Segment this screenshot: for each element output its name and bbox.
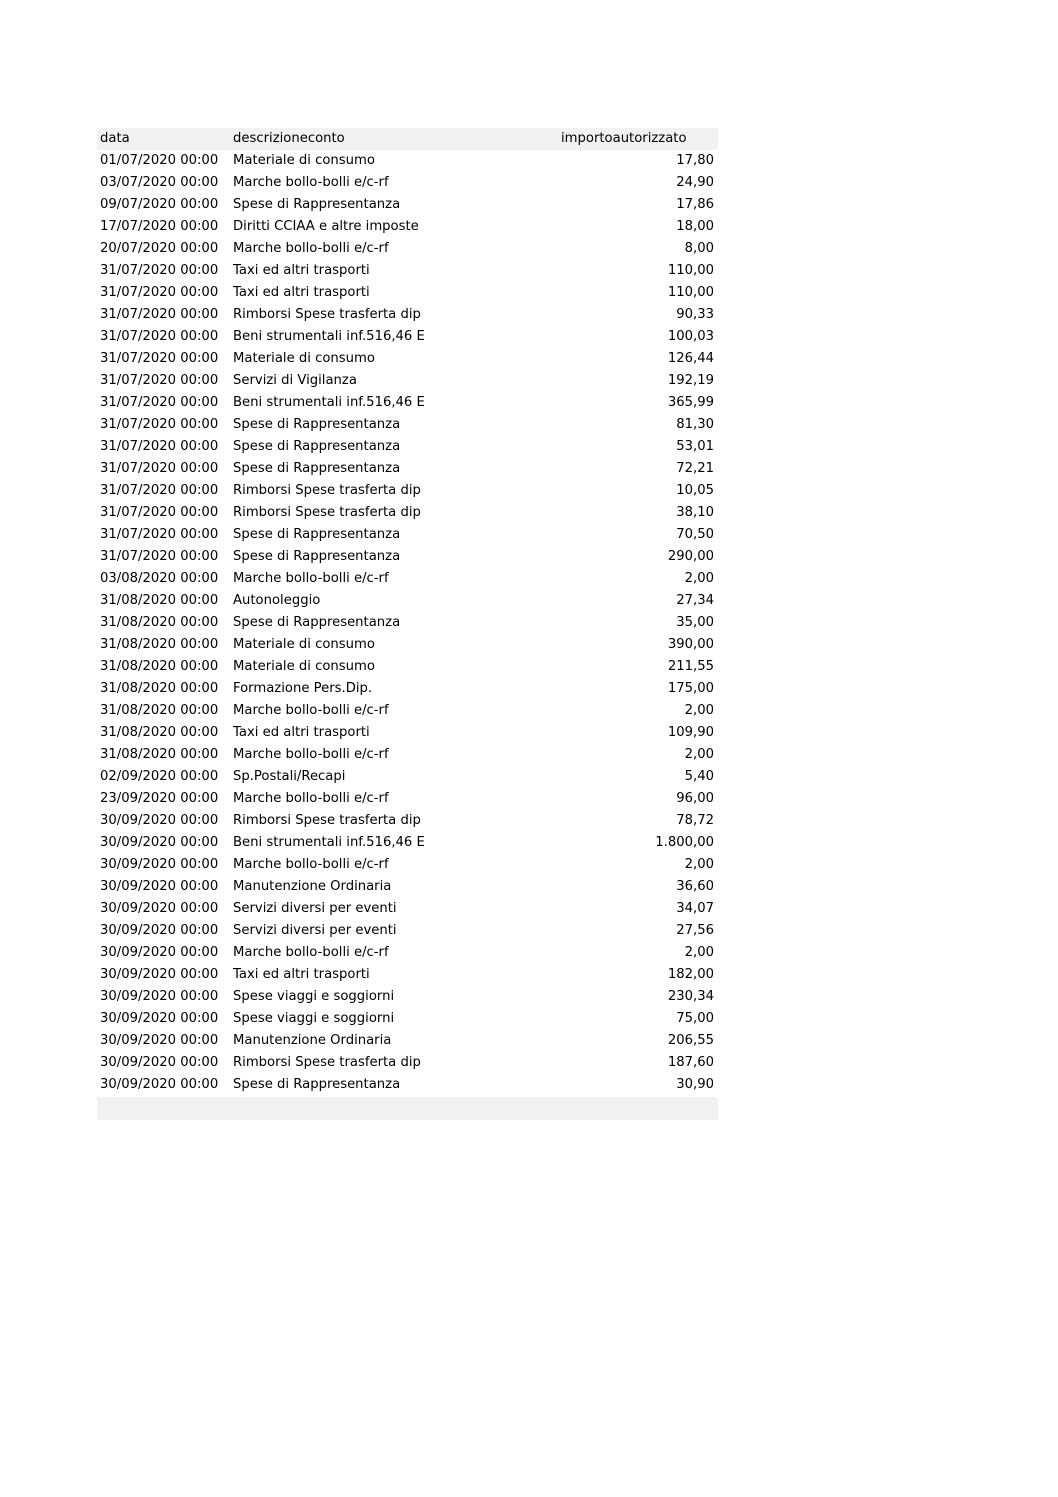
cell-amount: 211,55 xyxy=(667,659,714,674)
cell-amount: 230,34 xyxy=(667,989,714,1004)
table-row xyxy=(97,348,718,370)
table-row xyxy=(97,326,718,348)
table-row xyxy=(97,238,718,260)
cell-description: Marche bollo-bolli e/c-rf xyxy=(233,857,389,872)
table-row xyxy=(97,216,718,238)
cell-amount: 38,10 xyxy=(676,505,714,520)
cell-date: 31/07/2020 00:00 xyxy=(100,527,219,542)
cell-amount: 110,00 xyxy=(667,285,714,300)
cell-description: Beni strumentali inf.516,46 E xyxy=(233,835,425,850)
cell-date: 31/07/2020 00:00 xyxy=(100,483,219,498)
table-row xyxy=(97,590,718,612)
cell-date: 20/07/2020 00:00 xyxy=(100,241,219,256)
cell-amount: 24,90 xyxy=(676,175,714,190)
cell-date: 30/09/2020 00:00 xyxy=(100,1077,219,1092)
cell-amount: 75,00 xyxy=(676,1011,714,1026)
table-row xyxy=(97,1074,718,1096)
cell-amount: 126,44 xyxy=(667,351,714,366)
cell-description: Taxi ed altri trasporti xyxy=(233,967,370,982)
cell-description: Beni strumentali inf.516,46 E xyxy=(233,329,425,344)
column-header-description: descrizioneconto xyxy=(233,131,345,146)
cell-date: 30/09/2020 00:00 xyxy=(100,813,219,828)
cell-date: 30/09/2020 00:00 xyxy=(100,857,219,872)
cell-amount: 5,40 xyxy=(684,769,714,784)
table-row xyxy=(97,722,718,744)
cell-description: Taxi ed altri trasporti xyxy=(233,285,370,300)
cell-amount: 2,00 xyxy=(684,703,714,718)
cell-description: Spese di Rappresentanza xyxy=(233,439,401,454)
table-row xyxy=(97,942,718,964)
table-row xyxy=(97,524,718,546)
cell-date: 31/07/2020 00:00 xyxy=(100,549,219,564)
cell-description: Materiale di consumo xyxy=(233,153,375,168)
cell-description: Marche bollo-bolli e/c-rf xyxy=(233,703,389,718)
cell-amount: 53,01 xyxy=(676,439,714,454)
cell-description: Spese di Rappresentanza xyxy=(233,1077,401,1092)
cell-date: 31/08/2020 00:00 xyxy=(100,593,219,608)
cell-date: 31/07/2020 00:00 xyxy=(100,505,219,520)
cell-description: Diritti CCIAA e altre imposte xyxy=(233,219,419,234)
cell-date: 30/09/2020 00:00 xyxy=(100,989,219,1004)
table-row xyxy=(97,1008,718,1030)
cell-date: 30/09/2020 00:00 xyxy=(100,1011,219,1026)
cell-amount: 35,00 xyxy=(676,615,714,630)
cell-amount: 2,00 xyxy=(684,747,714,762)
table-row xyxy=(97,150,718,172)
table-row xyxy=(97,700,718,722)
cell-description: Servizi di Vigilanza xyxy=(233,373,357,388)
cell-amount: 10,05 xyxy=(676,483,714,498)
cell-description: Marche bollo-bolli e/c-rf xyxy=(233,175,389,190)
cell-description: Beni strumentali inf.516,46 E xyxy=(233,395,425,410)
cell-amount: 192,19 xyxy=(667,373,714,388)
table-row xyxy=(97,766,718,788)
cell-date: 31/07/2020 00:00 xyxy=(100,285,219,300)
cell-date: 30/09/2020 00:00 xyxy=(100,945,219,960)
cell-description: Formazione Pers.Dip. xyxy=(233,681,373,696)
cell-date: 31/08/2020 00:00 xyxy=(100,725,219,740)
cell-description: Spese di Rappresentanza xyxy=(233,197,401,212)
cell-description: Rimborsi Spese trasferta dip xyxy=(233,1055,421,1070)
cell-amount: 27,34 xyxy=(676,593,714,608)
cell-amount: 30,90 xyxy=(676,1077,714,1092)
table-row xyxy=(97,1052,718,1074)
cell-date: 31/07/2020 00:00 xyxy=(100,307,219,322)
table-row xyxy=(97,260,718,282)
cell-date: 31/08/2020 00:00 xyxy=(100,659,219,674)
cell-description: Marche bollo-bolli e/c-rf xyxy=(233,241,389,256)
cell-description: Materiale di consumo xyxy=(233,351,375,366)
cell-description: Spese di Rappresentanza xyxy=(233,615,401,630)
table-row xyxy=(97,480,718,502)
cell-description: Manutenzione Ordinaria xyxy=(233,879,392,894)
cell-description: Servizi diversi per eventi xyxy=(233,901,397,916)
cell-description: Spese di Rappresentanza xyxy=(233,461,401,476)
cell-amount: 390,00 xyxy=(667,637,714,652)
cell-amount: 78,72 xyxy=(676,813,714,828)
cell-amount: 2,00 xyxy=(684,857,714,872)
cell-description: Marche bollo-bolli e/c-rf xyxy=(233,791,389,806)
cell-date: 30/09/2020 00:00 xyxy=(100,879,219,894)
cell-description: Rimborsi Spese trasferta dip xyxy=(233,307,421,322)
cell-amount: 17,80 xyxy=(676,153,714,168)
cell-description: Servizi diversi per eventi xyxy=(233,923,397,938)
cell-date: 09/07/2020 00:00 xyxy=(100,197,219,212)
cell-amount: 81,30 xyxy=(676,417,714,432)
cell-date: 31/08/2020 00:00 xyxy=(100,615,219,630)
cell-amount: 100,03 xyxy=(667,329,714,344)
table-body xyxy=(97,150,718,1096)
table-row xyxy=(97,634,718,656)
cell-description: Spese di Rappresentanza xyxy=(233,417,401,432)
cell-amount: 72,21 xyxy=(676,461,714,476)
cell-amount: 70,50 xyxy=(676,527,714,542)
cell-date: 31/07/2020 00:00 xyxy=(100,263,219,278)
cell-amount: 110,00 xyxy=(667,263,714,278)
cell-date: 31/07/2020 00:00 xyxy=(100,439,219,454)
table-row xyxy=(97,678,718,700)
cell-description: Spese di Rappresentanza xyxy=(233,527,401,542)
cell-amount: 18,00 xyxy=(676,219,714,234)
cell-description: Rimborsi Spese trasferta dip xyxy=(233,483,421,498)
table-footer-band xyxy=(97,1097,718,1120)
cell-amount: 2,00 xyxy=(684,571,714,586)
cell-description: Sp.Postali/Recapi xyxy=(233,769,346,784)
column-header-date: data xyxy=(100,131,130,146)
cell-date: 31/07/2020 00:00 xyxy=(100,351,219,366)
cell-description: Marche bollo-bolli e/c-rf xyxy=(233,571,389,586)
cell-date: 30/09/2020 00:00 xyxy=(100,901,219,916)
cell-amount: 175,00 xyxy=(667,681,714,696)
cell-amount: 2,00 xyxy=(684,945,714,960)
cell-amount: 109,90 xyxy=(667,725,714,740)
cell-date: 03/08/2020 00:00 xyxy=(100,571,219,586)
table-row xyxy=(97,898,718,920)
cell-date: 31/08/2020 00:00 xyxy=(100,747,219,762)
cell-amount: 17,86 xyxy=(676,197,714,212)
cell-description: Rimborsi Spese trasferta dip xyxy=(233,813,421,828)
cell-description: Autonoleggio xyxy=(233,593,321,608)
table-row xyxy=(97,612,718,634)
cell-description: Marche bollo-bolli e/c-rf xyxy=(233,747,389,762)
cell-description: Taxi ed altri trasporti xyxy=(233,263,370,278)
table-row xyxy=(97,172,718,194)
cell-date: 30/09/2020 00:00 xyxy=(100,923,219,938)
cell-amount: 36,60 xyxy=(676,879,714,894)
cell-date: 30/09/2020 00:00 xyxy=(100,835,219,850)
table-row xyxy=(97,876,718,898)
table-header-row xyxy=(97,128,718,150)
cell-date: 01/07/2020 00:00 xyxy=(100,153,219,168)
expense-table xyxy=(97,128,718,1120)
cell-amount: 365,99 xyxy=(667,395,714,410)
cell-date: 31/07/2020 00:00 xyxy=(100,373,219,388)
cell-amount: 90,33 xyxy=(676,307,714,322)
table-row xyxy=(97,458,718,480)
cell-date: 30/09/2020 00:00 xyxy=(100,967,219,982)
cell-description: Materiale di consumo xyxy=(233,659,375,674)
cell-date: 31/07/2020 00:00 xyxy=(100,417,219,432)
cell-amount: 34,07 xyxy=(676,901,714,916)
table-row xyxy=(97,502,718,524)
cell-description: Manutenzione Ordinaria xyxy=(233,1033,392,1048)
cell-amount: 182,00 xyxy=(667,967,714,982)
cell-amount: 96,00 xyxy=(676,791,714,806)
table-row xyxy=(97,656,718,678)
table-row xyxy=(97,832,718,854)
cell-date: 31/07/2020 00:00 xyxy=(100,395,219,410)
cell-date: 02/09/2020 00:00 xyxy=(100,769,219,784)
table-row xyxy=(97,744,718,766)
cell-amount: 1.800,00 xyxy=(655,835,714,850)
table-row xyxy=(97,854,718,876)
cell-description: Spese viaggi e soggiorni xyxy=(233,989,395,1004)
cell-date: 31/07/2020 00:00 xyxy=(100,329,219,344)
cell-date: 31/08/2020 00:00 xyxy=(100,703,219,718)
table-row xyxy=(97,304,718,326)
table-row xyxy=(97,546,718,568)
table-row xyxy=(97,788,718,810)
cell-date: 30/09/2020 00:00 xyxy=(100,1033,219,1048)
cell-date: 23/09/2020 00:00 xyxy=(100,791,219,806)
table-row xyxy=(97,986,718,1008)
cell-amount: 27,56 xyxy=(676,923,714,938)
cell-amount: 187,60 xyxy=(667,1055,714,1070)
cell-amount: 8,00 xyxy=(684,241,714,256)
cell-date: 31/07/2020 00:00 xyxy=(100,461,219,476)
cell-date: 03/07/2020 00:00 xyxy=(100,175,219,190)
table-row xyxy=(97,370,718,392)
cell-description: Taxi ed altri trasporti xyxy=(233,725,370,740)
table-row xyxy=(97,1030,718,1052)
table-row xyxy=(97,194,718,216)
cell-date: 31/08/2020 00:00 xyxy=(100,681,219,696)
table-row xyxy=(97,414,718,436)
cell-amount: 206,55 xyxy=(667,1033,714,1048)
cell-date: 30/09/2020 00:00 xyxy=(100,1055,219,1070)
cell-description: Rimborsi Spese trasferta dip xyxy=(233,505,421,520)
cell-date: 17/07/2020 00:00 xyxy=(100,219,219,234)
table-row xyxy=(97,392,718,414)
table-row xyxy=(97,282,718,304)
column-header-amount: importoautorizzato xyxy=(561,131,687,146)
cell-description: Spese di Rappresentanza xyxy=(233,549,401,564)
table-row xyxy=(97,964,718,986)
cell-description: Spese viaggi e soggiorni xyxy=(233,1011,395,1026)
table-row xyxy=(97,436,718,458)
table-row xyxy=(97,810,718,832)
cell-description: Marche bollo-bolli e/c-rf xyxy=(233,945,389,960)
table-row xyxy=(97,568,718,590)
cell-date: 31/08/2020 00:00 xyxy=(100,637,219,652)
cell-amount: 290,00 xyxy=(667,549,714,564)
table-row xyxy=(97,920,718,942)
cell-description: Materiale di consumo xyxy=(233,637,375,652)
